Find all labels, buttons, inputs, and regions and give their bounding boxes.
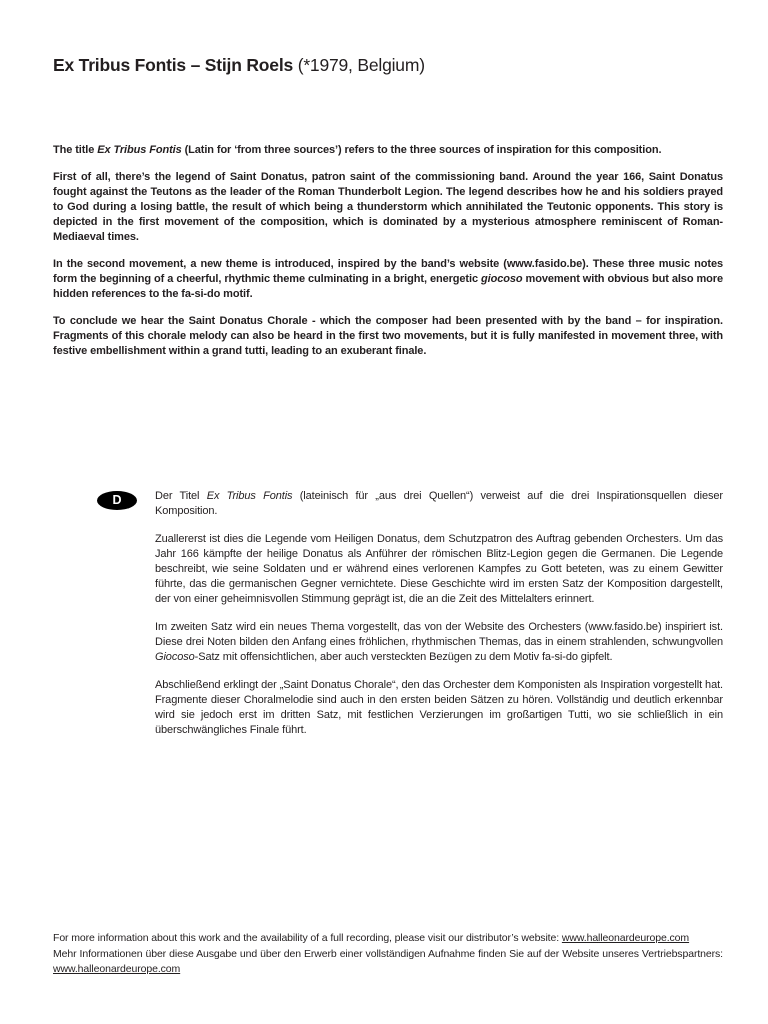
german-paragraph-title-sources: Der Titel Ex Tribus Fontis (lateinisch für „aus drei Quellen“) verweist auf die drei Inspirationsquellen dieser Komposition.	[155, 490, 723, 517]
distributor-website-link-english[interactable]: www.halleonardeurope.com	[561, 932, 690, 944]
footer-distributor-info-english	[53, 931, 723, 947]
work-title-and-composer: Ex Tribus Fontis – Stijn Roels	[53, 55, 294, 75]
english-paragraph-title-sources: The title Ex Tribus Fontis (Latin for ‘from three sources’) refers to the three sources of inspiration for this composition.	[53, 144, 662, 156]
distributor-website-link-german[interactable]: www.halleonardeurope.com	[53, 963, 181, 975]
english-paragraph-chorale-finale: To conclude we hear the Saint Donatus Chorale - which the composer had been presented with by the band – for inspiration. Fragments of this chorale melody can also be heard in the first two movements, but it is fully manifested in movement three, with festive embellishment within a grand tutti, leading to an exuberant finale.	[53, 315, 723, 357]
badge-letter: D	[112, 493, 122, 508]
footer	[53, 931, 723, 978]
english-paragraph-second-movement: In the second movement, a new theme is introduced, inspired by the band’s website (www.fasido.be). These three music notes form the beginning of a cheerful, rhythmic theme culminating in a bright, energetic giocoso movement with obvious but also more hidden references to the fa-si-do motif.	[53, 258, 723, 300]
footer-distributor-info-german	[53, 947, 723, 978]
program-notes-german	[155, 489, 723, 751]
program-notes-english	[53, 143, 723, 371]
composer-birth-info: (*1979, Belgium)	[293, 55, 425, 75]
german-paragraph-second-movement: Im zweiten Satz wird ein neues Thema vorgestellt, das von der Website des Orchesters (www.fasido.be) inspiriert ist. Diese drei Noten bilden den Anfang eines fröhlichen, rhythmischen Themas, das in einem strahlenden, schwungvollen Giocoso-Satz mit offensichtlichen, aber auch versteckten Bezügen zu dem Motiv fa-si-do gipfelt.	[155, 621, 723, 663]
footer-text-german: Mehr Informationen über diese Ausgabe und über den Erwerb einer vollständigen Aufnahme finden Sie auf der Website unseres Vertriebspartners:	[53, 947, 723, 960]
footer-text-english: For more information about this work and the availability of a full recording, please visit our distributor’s website:	[53, 932, 562, 944]
german-paragraph-legend: Zuallererst ist dies die Legende vom Heiligen Donatus, dem Schutzpatron des Auftrag gebenden Orchesters. Um das Jahr 166 kämpfte der heilige Donatus als Anführer der römischen Blitz-Legion gegen die Germanen. Die Legende beschreibt, wie seine Soldaten und er während eines verlorenen Kampfes zu Gott beteten, was zu einem Gewitter führte, das die germanischen Gegner vernichtete. Diese Geschichte wird im ersten Satz der Komposition dargestellt, der von einer geheimnisvollen Stimmung geprägt ist, die an die Zeit des Mittelalters erinnert.	[155, 533, 723, 605]
english-paragraph-legend: First of all, there’s the legend of Saint Donatus, patron saint of the commissioning band. Around the year 166, Saint Donatus fought against the Teutons as the leader of the Roman Thunderbolt Legion. The legend describes how he and his soldiers prayed to God during a losing battle, the result of which being a thunderstorm which annihilated the Teutonic opponents. This story is depicted in the first movement of the composition, which is dominated by a mysterious atmosphere reminiscent of Roman-Mediaeval times.	[53, 171, 723, 243]
german-paragraph-chorale-finale: Abschließend erklingt der „Saint Donatus Chorale“, den das Orchester dem Komponisten als Inspiration vorgestellt hat. Fragmente dieser Choralmelodie sind auch in den ersten beiden Sätzen zu hören. Vollständig und deutlich erkennbar wird sie jedoch erst im dritten Satz, mit festlichen Verzierungen im großartigen Tutti, wo sie schließlich in ein überschwängliches Finale führt.	[155, 679, 723, 736]
page-title	[53, 55, 425, 76]
german-language-badge	[97, 491, 137, 510]
